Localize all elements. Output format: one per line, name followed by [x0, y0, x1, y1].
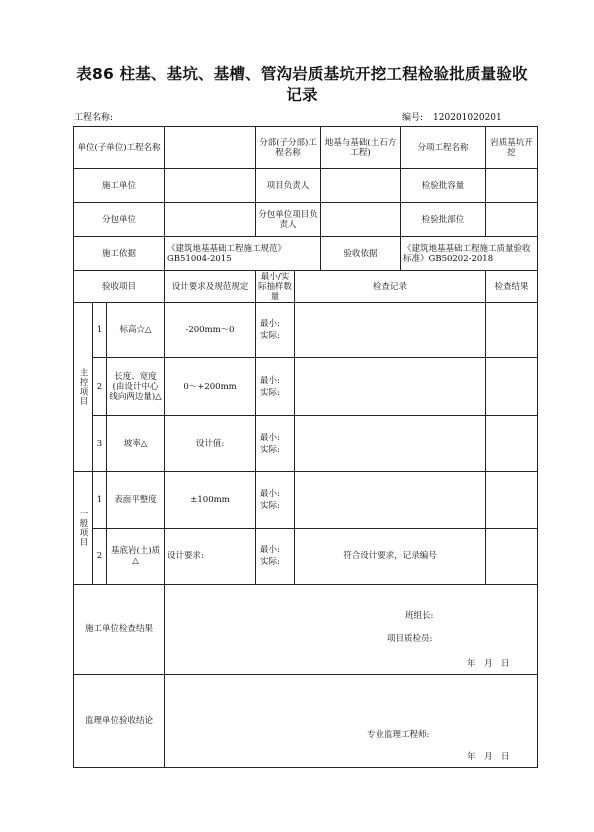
sample-actual: 实际:	[260, 444, 280, 455]
row-name: 长度、宽度(由设计中心线向两边量)△	[107, 358, 165, 416]
table-row	[74, 416, 538, 472]
row-no: 3	[93, 416, 107, 472]
row-no: 2	[93, 528, 107, 584]
group-main	[74, 303, 93, 472]
sample-min: 最小:	[260, 375, 280, 386]
batch-location-value-cell[interactable]	[486, 203, 538, 237]
row-req: 0～+200mm	[165, 358, 256, 416]
row-req: 设计值:	[165, 416, 256, 472]
table-row	[74, 528, 538, 584]
construction-check-cell[interactable]	[165, 584, 538, 674]
row-record[interactable]	[295, 358, 486, 416]
row-record[interactable]	[295, 416, 486, 472]
row-name: 表面平整度	[107, 472, 165, 528]
sample-min: 最小:	[260, 319, 280, 330]
sample-actual: 实际:	[260, 387, 280, 398]
row-record[interactable]	[295, 472, 486, 528]
group-general-label: 一般项目	[78, 509, 88, 548]
acceptance-basis-value: 《建筑地基基础工程施工质量验收标准》GB50202-2018	[401, 237, 538, 271]
sample-min: 最小:	[260, 489, 280, 500]
row-sample[interactable]	[256, 416, 295, 472]
col-requirement: 设计要求及规范规定	[165, 271, 256, 303]
project-name-label: 工程名称:	[74, 113, 114, 123]
col-result: 检查结果	[486, 271, 538, 303]
subcontract-unit-value-cell[interactable]	[165, 203, 256, 237]
row-result[interactable]	[486, 472, 538, 528]
project-manager-value-cell[interactable]	[321, 169, 401, 203]
subsection-label: 分部(子分部)工程名称	[256, 127, 321, 169]
table-row	[74, 472, 538, 528]
construction-check-row	[74, 584, 538, 674]
row-name: 标高☆△	[107, 303, 165, 358]
row-result[interactable]	[486, 303, 538, 358]
construction-unit-label: 施工单位	[74, 169, 165, 203]
subcontract-unit-label: 分包单位	[74, 203, 165, 237]
group-general	[74, 472, 93, 584]
row-record[interactable]	[295, 303, 486, 358]
inspection-table	[73, 126, 538, 768]
row-result[interactable]	[486, 358, 538, 416]
item-label: 分项工程名称	[401, 127, 486, 169]
row-req: -200mm～0	[165, 303, 256, 358]
title-line-1: 表86 柱基、基坑、基槽、管沟岩质基坑开挖工程检验批质量验收	[76, 65, 528, 83]
unit-label: 单位(子单位)工程名称	[74, 127, 165, 169]
date-label: 年 月 日	[467, 658, 510, 669]
basis-value: 《建筑地基基础工程施工规范》GB51004-2015	[165, 237, 321, 271]
subsection-value: 地基与基础(土石方工程)	[321, 127, 401, 169]
col-record: 检查记录	[295, 271, 486, 303]
subcontract-manager-label: 分包单位项目负责人	[256, 203, 321, 237]
subcontract-manager-value-cell[interactable]	[321, 203, 401, 237]
row-req: ±100mm	[165, 472, 256, 528]
sample-actual: 实际:	[260, 557, 280, 568]
code-value: 120201020201	[433, 113, 502, 123]
header-row-4	[74, 237, 538, 271]
item-value: 岩质基坑开挖	[486, 127, 538, 169]
batch-capacity-value-cell[interactable]	[486, 169, 538, 203]
batch-location-label: 检验批部位	[401, 203, 486, 237]
date-label-2: 年 月 日	[467, 751, 510, 762]
header-row-1	[74, 127, 538, 169]
supervision-cell[interactable]	[165, 674, 538, 767]
row-name: 坡率△	[107, 416, 165, 472]
supervisor-label: 专业监理工程师:	[367, 729, 430, 740]
form-code	[402, 110, 502, 123]
group-main-label: 主控项目	[78, 368, 88, 407]
row-result[interactable]	[486, 416, 538, 472]
batch-capacity-label: 检验批容量	[401, 169, 486, 203]
row-sample[interactable]	[256, 303, 295, 358]
row-sample[interactable]	[256, 358, 295, 416]
supervision-label: 监理单位验收结论	[74, 674, 165, 767]
row-no: 2	[93, 358, 107, 416]
column-header-row	[74, 271, 538, 303]
table-row	[74, 358, 538, 416]
team-leader-label: 班组长:	[405, 610, 434, 621]
code-label: 编号:	[402, 113, 424, 123]
construction-check-label: 施工单位检查结果	[74, 584, 165, 674]
header-row-2	[74, 169, 538, 203]
row-result[interactable]	[486, 528, 538, 584]
row-name: 基底岩(土)质△	[107, 528, 165, 584]
row-record[interactable]: 符合设计要求，记录编号	[295, 528, 486, 584]
acceptance-basis-label: 验收依据	[321, 237, 401, 271]
sample-min: 最小:	[260, 432, 280, 443]
row-sample[interactable]	[256, 528, 295, 584]
project-manager-label: 项目负责人	[256, 169, 321, 203]
col-item: 验收项目	[74, 271, 165, 303]
quality-inspector-label: 项目质检员:	[387, 633, 433, 644]
table-row	[74, 303, 538, 358]
basis-label: 施工依据	[74, 237, 165, 271]
header-row-3	[74, 203, 538, 237]
supervision-row	[74, 674, 538, 767]
unit-value-cell[interactable]	[165, 127, 256, 169]
col-sample: 最小/实际抽样数量	[256, 271, 295, 303]
form-title	[70, 64, 534, 106]
row-req: 设计要求:	[165, 528, 256, 584]
sample-actual: 实际:	[260, 331, 280, 342]
row-no: 1	[93, 472, 107, 528]
sample-min: 最小:	[260, 545, 280, 556]
sample-actual: 实际:	[260, 501, 280, 512]
row-no: 1	[93, 303, 107, 358]
construction-unit-value-cell[interactable]	[165, 169, 256, 203]
row-sample[interactable]	[256, 472, 295, 528]
title-line-2: 记录	[286, 86, 318, 104]
